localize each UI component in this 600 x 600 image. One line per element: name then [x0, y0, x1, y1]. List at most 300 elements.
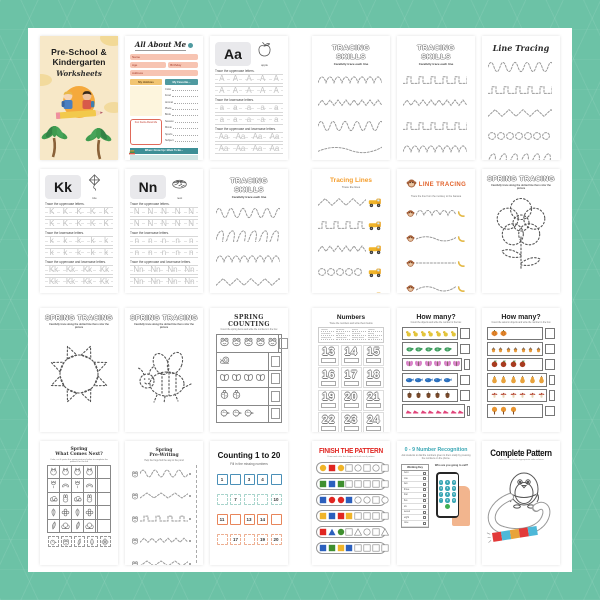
tracing-pattern-row	[403, 142, 469, 160]
flower-dotted-drawing	[487, 193, 555, 286]
worksheet-page-picture	[482, 169, 560, 293]
favorite-line	[172, 93, 198, 97]
number-rows	[215, 474, 283, 545]
number-word: six	[404, 505, 407, 508]
how-many-row	[487, 327, 555, 341]
number-cell	[318, 367, 339, 388]
checkbox	[423, 477, 426, 480]
number-box: 19	[257, 534, 268, 545]
trace-letter: K	[62, 218, 69, 228]
trace-letter-row	[130, 277, 198, 287]
truck-icon	[368, 265, 382, 283]
tracing-pattern	[318, 195, 366, 213]
objects-cell	[402, 389, 458, 403]
collage-grid	[28, 28, 572, 572]
ladybug-icon	[219, 387, 230, 405]
flower-icon	[101, 533, 109, 551]
palm-tree-illustration	[84, 128, 112, 160]
favorite-label: Movie	[164, 126, 172, 130]
number-cell	[341, 390, 362, 411]
number-box: 3	[244, 474, 255, 485]
tracing-page-content	[397, 36, 475, 160]
counting-items-cell	[217, 352, 268, 370]
checkbox	[423, 511, 426, 514]
cutout-cell	[100, 536, 111, 547]
letter-word: nest	[176, 195, 183, 200]
trace-section-label: Trace the lowercase letters.	[215, 97, 255, 102]
number-word: seventeen	[321, 333, 335, 336]
monkey-icon	[406, 230, 415, 248]
trace-letter: n	[188, 247, 194, 257]
trace-section-label: Trace the uppercase letters.	[45, 201, 85, 206]
letter-word: apple	[261, 62, 268, 67]
trace-letter: Kk	[99, 265, 110, 274]
trace-letter: a	[246, 103, 252, 112]
worksheet-page-tracing	[312, 36, 390, 160]
pattern-cell	[60, 520, 72, 533]
trace-letter: Kk	[65, 276, 76, 286]
phone-illustration	[436, 472, 459, 518]
tracing-rows	[318, 73, 384, 160]
picture-page-subtitle: Carefully trace along the dotted line then color the picture	[134, 322, 194, 329]
numbers-subtitle: Trace the numbers and write them below	[329, 321, 373, 325]
comes-next-title-line2: What Comes Next?	[55, 451, 103, 457]
number-recognition-instruction: Ask students to dial the numbers given to them orally by pressing the numbers on the phone.	[401, 454, 471, 461]
number-words-strip	[318, 327, 384, 343]
frog-icon	[231, 334, 242, 352]
counting-row	[217, 370, 281, 388]
trace-letter: K	[49, 207, 55, 216]
trace-letter: K	[76, 207, 82, 216]
trace-letter-row	[215, 132, 283, 142]
monkey-icon	[406, 176, 417, 194]
trace-letter: k	[76, 236, 81, 245]
trace-letter: k	[49, 236, 54, 245]
how-many-content	[482, 308, 560, 424]
tracing-pattern-row	[488, 152, 554, 160]
keypad-button-#: #	[453, 499, 455, 503]
trace-letter: A	[232, 85, 239, 95]
trace-letter: K	[89, 207, 96, 216]
picture-page-subtitle: Carefully trace along the dotted line then color the picture	[49, 322, 109, 329]
trace-letter: n	[161, 247, 167, 257]
pattern-grid-row	[48, 519, 111, 533]
trace-section-label: Trace the lowercase letters.	[45, 230, 85, 235]
working-key-header: Working Key	[402, 465, 428, 471]
answer-box	[467, 406, 470, 417]
bird-icon	[219, 405, 230, 423]
write-box	[321, 381, 336, 386]
picture-page-title: SPRING TRACING	[45, 314, 113, 322]
keypad-button-1: 1	[440, 480, 442, 484]
spring-counting-content	[210, 308, 288, 430]
how-many-subtitle: Count the autumn objects and write the number in the box	[491, 321, 551, 324]
trace-letter: A	[273, 74, 279, 83]
truck-tracing-row	[318, 218, 384, 236]
worksheet-page-cover	[40, 36, 118, 160]
trace-letter: K	[103, 207, 109, 216]
letter-header	[45, 174, 113, 200]
favorite-label: Subject	[164, 139, 174, 143]
excavator-icon	[368, 289, 382, 293]
number-word: four	[404, 494, 408, 497]
picture-tracing-content	[482, 169, 560, 293]
spring-counting-title: SPRING COUNTING	[228, 313, 270, 328]
trace-letter: Kk	[82, 265, 93, 274]
number-cell	[363, 345, 384, 366]
prewriting-row	[131, 487, 194, 505]
square-shape	[337, 539, 345, 557]
tracing-line	[140, 555, 188, 565]
checkbox	[423, 505, 426, 508]
trace-letter: a	[246, 114, 252, 124]
number-box: 13	[244, 514, 255, 525]
favorite-line	[172, 112, 198, 116]
number-cell	[363, 367, 384, 388]
butterfly-icon	[219, 370, 230, 388]
number-word: thirteen	[321, 329, 335, 332]
prewriting-subtitle: Help the frogs find the way to the pond	[144, 459, 184, 462]
tracing-rows	[403, 73, 469, 160]
number-word: three	[404, 488, 410, 491]
how-many-row	[402, 358, 470, 372]
trace-letter: Aa	[218, 143, 229, 153]
tracing-line	[416, 280, 456, 293]
cover-blob	[104, 102, 118, 113]
write-box	[366, 358, 381, 363]
tracing-rows	[216, 206, 282, 293]
number-box: 4	[257, 474, 268, 485]
about-fields	[130, 54, 198, 76]
trace-letter: Nn	[150, 265, 161, 274]
trace-letter: k	[104, 236, 109, 245]
leaf-icon	[88, 533, 96, 551]
tracing-pattern-row	[403, 73, 469, 91]
number-box	[271, 514, 282, 525]
trace-letter: Nn	[150, 276, 161, 286]
frog-icon	[219, 334, 230, 352]
picture-page-title: SPRING TRACING	[487, 175, 555, 183]
trace-letter: a	[233, 114, 238, 124]
number-row	[215, 494, 283, 505]
trace-letter: Kk	[99, 276, 110, 286]
number-word: twenty three	[352, 337, 364, 339]
trace-letter: k	[90, 236, 95, 245]
acorn-icon	[527, 340, 534, 358]
tracing-pattern-row	[488, 129, 554, 147]
how-many-row	[487, 373, 555, 387]
quadrant-top-left	[28, 28, 300, 300]
cover-title-line2: Kindergarten	[52, 56, 106, 67]
truck-tracing-row	[318, 289, 384, 293]
objects-cell	[487, 327, 543, 341]
monkey-rows	[403, 205, 469, 293]
answer-box	[545, 359, 556, 370]
cover-subtitle: Worksheets	[56, 68, 102, 78]
counting-items-cell	[217, 387, 268, 405]
trace-letter: n	[175, 236, 180, 245]
shoe-icon	[427, 402, 434, 420]
favorite-label: Book	[164, 113, 171, 117]
tracing-pattern-row	[318, 142, 384, 160]
tracing-line	[140, 532, 188, 550]
picture-tracing-content	[125, 308, 203, 432]
trace-number: 17	[344, 368, 358, 381]
trace-section-label: Trace the uppercase and lowercase letters.	[45, 259, 107, 264]
answer-box	[460, 390, 471, 401]
truck-tracing-row	[318, 265, 384, 283]
number-word: seven	[404, 511, 411, 514]
trace-letter-row	[130, 236, 198, 246]
cover-blob	[100, 36, 118, 46]
trace-section-label: Trace the uppercase and lowercase letters.	[215, 126, 277, 131]
answer-box-cell	[268, 406, 281, 423]
number-cell	[363, 390, 384, 411]
apple-outline-icon	[256, 41, 273, 67]
write-box	[344, 403, 359, 408]
monkey-icon	[406, 205, 415, 223]
trace-letter: Aa	[252, 143, 263, 153]
trace-letter-row	[45, 248, 113, 258]
trace-number: 22	[321, 413, 336, 426]
pattern-rows	[316, 462, 386, 555]
pattern-cell	[72, 520, 84, 533]
trace-letter: K	[62, 207, 69, 216]
phone-page-body	[401, 464, 471, 528]
trace-letter-row	[215, 103, 283, 113]
number-box	[217, 534, 228, 545]
tracing-line	[416, 230, 456, 248]
number-row	[215, 474, 283, 485]
trace-letter-row	[45, 219, 113, 229]
worksheet-page-comes_next	[40, 441, 118, 565]
truck-tracing-row	[318, 242, 384, 260]
monkey-to-banana-row	[403, 255, 469, 273]
cutout-row	[47, 536, 111, 547]
working-key-row	[402, 521, 428, 527]
pattern-row	[316, 494, 386, 507]
write-box	[366, 426, 381, 431]
butterfly-icon	[243, 370, 254, 388]
number-cell	[341, 412, 362, 432]
trace-letter: N	[133, 218, 140, 228]
trace-letter: Nn	[167, 276, 178, 286]
numbers-page-content	[312, 308, 390, 432]
worksheet-page-spring_counting	[210, 308, 288, 432]
tracing-title: TRACING SKILLS	[417, 42, 455, 61]
number-word: one	[404, 477, 408, 480]
tracing-pattern-row	[403, 96, 469, 114]
tracing-title: TRACING SKILLS	[332, 42, 370, 61]
worksheet-page-monkey	[397, 169, 475, 293]
fun-facts-box	[130, 119, 162, 145]
answer-box-cell	[268, 353, 281, 370]
tracing-subtitle: Carefully trace each line	[333, 61, 369, 66]
worksheet-page-tracing	[210, 169, 288, 293]
numbers-title: Numbers	[336, 313, 366, 321]
worksheet-page-picture	[40, 308, 118, 432]
trace-letter: Aa	[269, 132, 280, 141]
worksheet-page-about	[125, 36, 203, 160]
answer-box	[464, 359, 470, 370]
monkey-icon	[406, 255, 415, 273]
number-word: eight	[404, 516, 409, 519]
trace-letter: a	[233, 103, 238, 112]
trace-letter: a	[219, 114, 225, 124]
truck-page-title: Tracing Lines	[330, 176, 372, 184]
trace-letter: n	[134, 247, 140, 257]
phone-question: Who are you going to call?	[434, 463, 469, 467]
number-word: two	[404, 483, 408, 486]
trace-letter: Aa	[235, 143, 246, 153]
trace-letter: Nn	[133, 265, 144, 274]
about-field: Name	[130, 54, 198, 60]
objects-cell	[487, 342, 543, 356]
about-page-content	[125, 36, 203, 160]
tree-icon	[490, 402, 499, 420]
monkey-to-banana-row	[403, 230, 469, 248]
worksheet-page-tracing	[397, 36, 475, 160]
worksheet-page-letter	[210, 36, 288, 160]
trace-letter: N	[174, 207, 181, 216]
tracing-pattern	[318, 265, 366, 283]
answer-cell	[97, 506, 111, 519]
trace-section-label: Trace the uppercase letters.	[130, 201, 170, 206]
answer-box	[545, 406, 556, 417]
trace-section-label: Trace the lowercase letters.	[130, 230, 170, 235]
trace-letter: K	[103, 218, 109, 228]
bee-dotted-drawing	[130, 332, 198, 425]
trace-letter-row	[45, 277, 113, 287]
letter-header	[130, 174, 198, 200]
how-many-row	[402, 404, 470, 418]
trace-letter: k	[104, 247, 109, 257]
trace-letter: a	[260, 114, 265, 124]
complete-pattern-title: Complete Pattern	[490, 448, 552, 458]
answer-box	[549, 390, 555, 401]
trace-letter: n	[188, 236, 194, 245]
frog-icon	[255, 334, 266, 352]
favorite-item-row	[165, 136, 198, 142]
number-cell	[341, 345, 362, 366]
worksheet-page-how_many	[482, 308, 560, 432]
feather-icon	[75, 533, 83, 551]
trace-letter: K	[89, 218, 96, 228]
trace-number: 15	[366, 346, 381, 358]
number-word: nine	[404, 522, 409, 525]
answer-box	[460, 344, 471, 355]
answer-box-cell	[268, 388, 281, 405]
fun-facts-label: Fun Facts About Me	[134, 120, 158, 124]
trace-letter: Kk	[48, 265, 59, 274]
tree-icon	[499, 402, 508, 420]
write-box	[321, 403, 336, 408]
tracing-line	[140, 510, 188, 528]
worksheet-page-letter	[125, 169, 203, 293]
trace-letter: a	[273, 114, 279, 124]
answer-box	[545, 344, 556, 355]
trace-letter: Kk	[82, 276, 93, 286]
mushroom-icon	[537, 386, 546, 404]
favorite-item-row	[165, 91, 198, 97]
acorn-icon	[535, 340, 542, 358]
worksheet-page-finish_pattern	[312, 441, 390, 565]
about-columns	[130, 79, 198, 145]
number-box	[244, 494, 255, 505]
pattern-cell	[84, 520, 96, 533]
number-box	[230, 474, 241, 485]
favorite-item-row	[165, 110, 198, 116]
mushroom-icon	[518, 386, 527, 404]
favorite-line	[173, 132, 198, 136]
tracing-pattern-row	[216, 229, 282, 247]
checkbox	[423, 499, 426, 502]
tracing-pattern-row	[488, 60, 554, 78]
worksheet-page-letter	[40, 169, 118, 293]
number-box	[230, 514, 241, 525]
checkbox	[423, 516, 426, 519]
trace-section-label: Trace the uppercase letters.	[215, 68, 255, 73]
number-cell	[341, 367, 362, 388]
letter-page-content	[210, 36, 288, 160]
trace-letter: K	[76, 218, 82, 228]
number-word: eighteen	[336, 333, 350, 336]
cover-title-line1: Pre-School &	[51, 46, 107, 57]
banana-icon	[457, 205, 466, 223]
keypad-button-9: 9	[453, 493, 455, 497]
banana-icon	[457, 280, 466, 293]
tracing-pattern-row	[318, 73, 384, 91]
favorite-item-row	[165, 85, 198, 91]
bird-icon	[243, 405, 254, 423]
number-box: 7	[230, 494, 241, 505]
prewriting-row	[131, 532, 194, 550]
trace-letter: N	[188, 207, 195, 216]
number-word: fifteen	[352, 329, 366, 332]
number-box: 14	[257, 514, 268, 525]
favorites-header: My Favorite...	[165, 79, 198, 85]
trace-letter: A	[273, 85, 279, 95]
answer-cell	[97, 493, 111, 506]
number-box: 17	[230, 534, 241, 545]
answer-box	[271, 373, 280, 384]
pattern-row	[316, 462, 386, 475]
trace-letter: N	[161, 218, 167, 228]
trace-number: 13	[321, 346, 336, 358]
answer-box	[271, 391, 280, 402]
monkey-page-title: LINE TRACING	[418, 181, 467, 188]
trace-letter-row	[130, 219, 198, 229]
snail-icon	[219, 352, 230, 370]
trace-letter: k	[63, 247, 68, 257]
tracing-subtitle: Carefully trace each line	[231, 194, 267, 199]
number-box: 11	[217, 514, 228, 525]
letter-word: kite	[92, 195, 97, 200]
how-many-title: How many?	[501, 313, 541, 321]
trace-letter-row	[45, 265, 113, 275]
favorite-item-row	[165, 104, 198, 110]
favorite-label: Season	[164, 119, 174, 123]
favorite-line	[174, 100, 198, 104]
end-dot	[189, 495, 191, 497]
trace-letter: Nn	[184, 265, 195, 274]
how-many-subtitle: Count the objects and write the number in the box	[410, 321, 462, 324]
trace-letter: N	[174, 218, 181, 228]
number-recognition-title: 0 - 9 Number Recognition	[404, 446, 468, 453]
number-box	[217, 494, 228, 505]
number-row	[215, 514, 283, 525]
trace-letter: n	[148, 236, 153, 245]
